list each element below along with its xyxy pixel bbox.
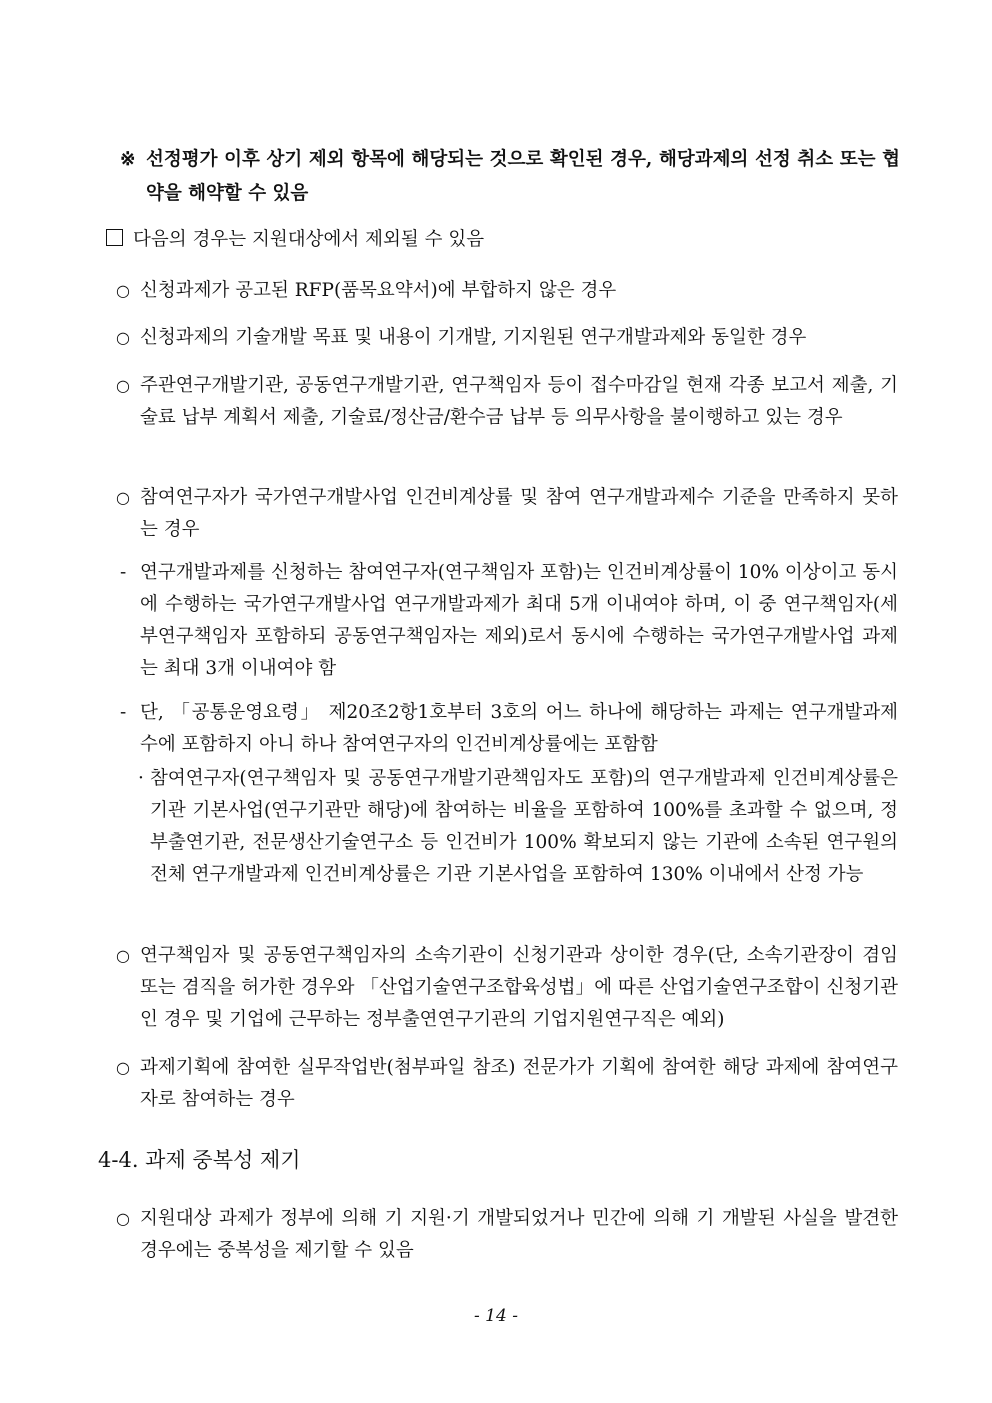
item-text: 지원대상 과제가 정부에 의해 기 지원·기 개발되었거나 민간에 의해 기 개발된 사실을 발견한 경우에는 중복성을 제기할 수 있음 [140, 1208, 898, 1261]
list-item [116, 1203, 898, 1267]
circle-bullet-icon: ○ [116, 1209, 130, 1228]
section-header [106, 224, 896, 256]
sub-item-text: 단, 「공통운영요령」 제20조2항1호부터 3호의 어느 하나에 해당하는 과제는 연구개발과제 수에 포함하지 아니 하나 참여연구자의 인건비계상률에는 포함함 [140, 702, 898, 755]
list-item [116, 275, 898, 307]
list-item [116, 482, 898, 546]
item-text: 신청과제가 공고된 RFP(품목요약서)에 부합하지 않은 경우 [140, 280, 617, 301]
item-text: 주관연구개발기관, 공동연구개발기관, 연구책임자 등이 접수마감일 현재 각종 보고서 제출, 기술료 납부 계획서 제출, 기술료/정산금/환수금 납부 등 의무사항을 불이행하고 있는 경우 [140, 375, 898, 428]
list-item [116, 1052, 898, 1116]
circle-bullet-icon: ○ [116, 281, 130, 300]
list-item [116, 370, 898, 434]
dash-bullet: - [120, 562, 127, 583]
item-text: 연구책임자 및 공동연구책임자의 소속기관이 신청기관과 상이한 경우(단, 소속기관장이 겸임 또는 겸직을 허가한 경우와 「산업기술연구조합육성법」에 따른 산업기술연구조합이 신청기관인 경우 및 기업에 근무하는 정부출연연구기관의 기업지원연구직은 예외) [140, 945, 898, 1030]
section-title: 다음의 경우는 지원대상에서 제외될 수 있음 [133, 229, 485, 250]
reference-mark: ※ [120, 149, 136, 170]
sub-sub-item-text: 참여연구자(연구책임자 및 공동연구개발기관책임자도 포함)의 연구개발과제 인건비계상률은 기관 기본사업(연구기관만 해당)에 참여하는 비율을 포함하여 100%를 초과할 수 없으며, 정부출연기관, 전문생산기술연구소 등 인건비가 100% 확보되지 않는 기관에 소속된 연구원의 전체 연구개발과제 인건비계상률은 기관 기본사업을 포함하여 130% 이내에서 산정 가능 [150, 768, 898, 885]
exclusion-notice [120, 143, 900, 211]
circle-bullet-icon: ○ [116, 328, 130, 347]
dash-bullet: - [120, 702, 127, 723]
middle-dot-bullet: · [138, 768, 144, 789]
circle-bullet-icon: ○ [116, 376, 130, 395]
item-text: 참여연구자가 국가연구개발사업 인건비계상률 및 참여 연구개발과제수 기준을 만족하지 못하는 경우 [140, 487, 898, 540]
sub-item [120, 557, 898, 685]
list-item [116, 940, 898, 1036]
page-number: - 14 - [474, 1306, 518, 1326]
sub-item [120, 697, 898, 761]
circle-bullet-icon: ○ [116, 488, 130, 507]
list-item [116, 322, 898, 354]
circle-bullet-icon: ○ [116, 946, 130, 965]
notice-text: 선정평가 이후 상기 제외 항목에 해당되는 것으로 확인된 경우, 해당과제의 선정 취소 또는 협약을 해약할 수 있음 [146, 149, 900, 204]
checkbox-square-icon [106, 229, 123, 246]
item-text: 신청과제의 기술개발 목표 및 내용이 기개발, 기지원된 연구개발과제와 동일한 경우 [140, 327, 807, 348]
circle-bullet-icon: ○ [116, 1058, 130, 1077]
item-text: 과제기획에 참여한 실무작업반(첨부파일 참조) 전문가가 기획에 참여한 해당 과제에 참여연구자로 참여하는 경우 [140, 1057, 898, 1110]
sub-sub-item [138, 763, 898, 891]
section-heading-4-4: 4-4. 과제 중복성 제기 [98, 1148, 301, 1172]
sub-item-text: 연구개발과제를 신청하는 참여연구자(연구책임자 포함)는 인건비계상률이 10% 이상이고 동시에 수행하는 국가연구개발사업 연구개발과제가 최대 5개 이내여야 하며, 이 중 연구책임자(세부연구책임자 포함하되 공동연구책임자는 제외)로서 동시에 수행하는 국가연구개발사업 과제는 최대 3개 이내여야 함 [140, 562, 898, 679]
